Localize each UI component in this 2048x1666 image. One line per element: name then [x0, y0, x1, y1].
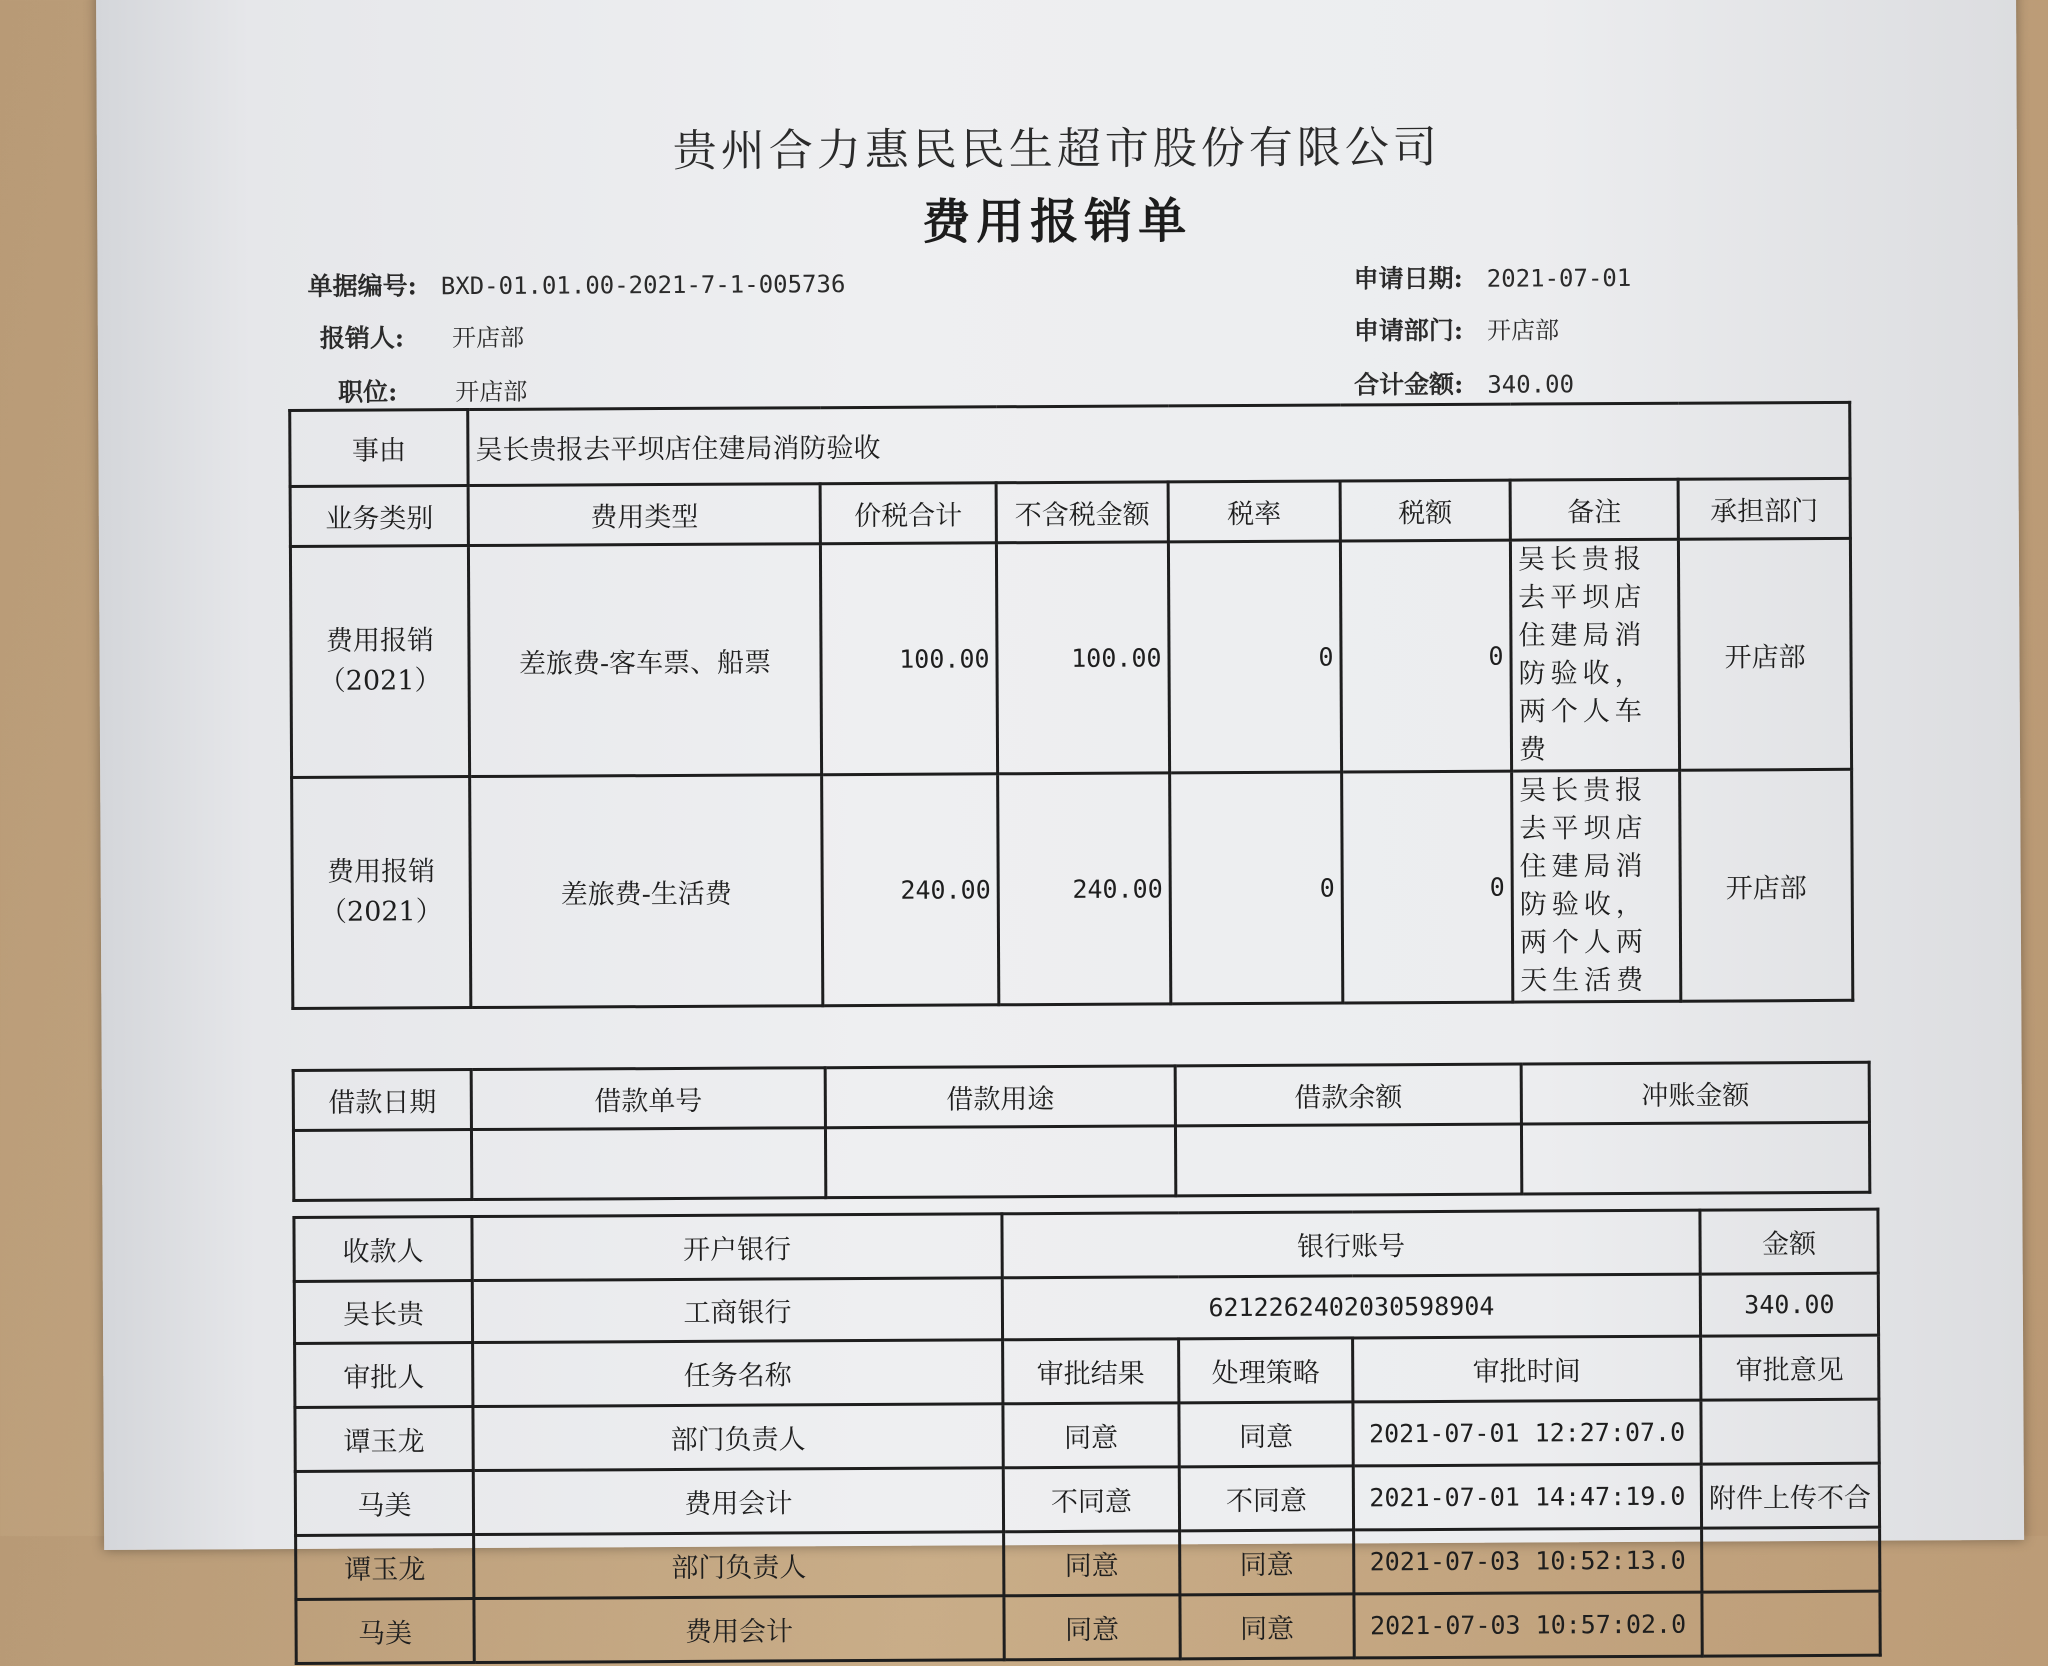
- task-header: 任务名称: [473, 1340, 1003, 1407]
- loan-table: [292, 1061, 1872, 1202]
- reason-label: 事由: [290, 410, 468, 487]
- header-note: 备注: [1510, 479, 1678, 540]
- position-label: 职位:: [338, 377, 398, 407]
- offset-amount-header: 冲账金额: [1521, 1062, 1869, 1124]
- expense-total: 240.00: [822, 774, 999, 1006]
- approval-result: 同意: [1004, 1595, 1180, 1660]
- header-type: 费用类型: [468, 484, 820, 546]
- reimbursement-form-paper: [96, 0, 2024, 1650]
- header-total: 价税合计: [820, 483, 996, 544]
- reimburser-row: [320, 318, 524, 355]
- doc-no-row: [307, 264, 845, 303]
- total-value: 340.00: [1487, 370, 1575, 399]
- expense-dept: 开店部: [1678, 538, 1851, 770]
- expense-table: [288, 401, 1854, 1010]
- approver-name: 马美: [296, 1599, 474, 1664]
- task-name: 费用会计: [474, 1596, 1004, 1663]
- loan-date-header: 借款日期: [293, 1070, 471, 1131]
- expense-note: 吴长贵报去平坝店住建局消防验收，两个人两天生活费: [1512, 770, 1681, 1002]
- total-label: 合计金额:: [1354, 369, 1464, 400]
- approval-time: 2021-07-01 12:27:07.0: [1353, 1400, 1701, 1466]
- expense-header-row: [290, 478, 1850, 546]
- apply-dept-row: [1354, 310, 1559, 347]
- payee-row: [294, 1273, 1878, 1343]
- doc-no-label: 单据编号:: [307, 271, 417, 301]
- position-value: 开店部: [455, 377, 528, 407]
- amount-header: 金额: [1700, 1209, 1878, 1274]
- doc-no-value: BXD-01.01.00-2021-7-1-005736: [440, 270, 846, 301]
- expense-category: 费用报销（2021）: [292, 777, 471, 1009]
- expense-note: 吴长贵报去平坝店住建局消防验收，两个人车费: [1510, 539, 1679, 771]
- header-tax: 税额: [1340, 480, 1510, 541]
- task-name: 部门负责人: [474, 1532, 1004, 1599]
- payee-header: 收款人: [294, 1217, 472, 1282]
- time-header: 审批时间: [1353, 1336, 1701, 1402]
- task-name: 费用会计: [473, 1468, 1003, 1535]
- expense-type: 差旅费-客车票、船票: [468, 544, 821, 777]
- approver-name: 谭玉龙: [295, 1407, 473, 1472]
- result-header: 审批结果: [1003, 1339, 1179, 1404]
- task-name: 部门负责人: [473, 1404, 1003, 1471]
- apply-date-label: 申请日期:: [1353, 263, 1463, 294]
- payee-account: 6212262402030598904: [1002, 1274, 1700, 1340]
- approval-policy: 同意: [1180, 1530, 1354, 1595]
- payee-name: 吴长贵: [294, 1281, 472, 1344]
- expense-pretax: 100.00: [996, 542, 1169, 774]
- approval-result: 不同意: [1003, 1467, 1179, 1532]
- total-row: [1354, 364, 1574, 401]
- bank-header: 开户银行: [472, 1214, 1002, 1281]
- expense-row: [292, 769, 1853, 1008]
- approval-policy: 同意: [1179, 1402, 1353, 1467]
- expense-tax: 0: [1342, 771, 1513, 1003]
- header-rate: 税率: [1168, 481, 1340, 542]
- apply-date-value: 2021-07-01: [1486, 263, 1632, 293]
- apply-dept-value: 开店部: [1486, 316, 1560, 345]
- approval-result: 同意: [1004, 1531, 1180, 1596]
- reimburser-value: 开店部: [451, 323, 525, 353]
- approval-time: 2021-07-03 10:52:13.0: [1354, 1528, 1702, 1594]
- loan-purpose-header: 借款用途: [825, 1066, 1175, 1128]
- expense-rate: 0: [1168, 541, 1341, 773]
- loan-no-cell: [471, 1128, 825, 1200]
- payee-amount: 340.00: [1700, 1273, 1878, 1336]
- approval-policy: 同意: [1180, 1594, 1354, 1659]
- position-row: [338, 372, 527, 409]
- approval-time: 2021-07-01 14:47:19.0: [1353, 1464, 1701, 1530]
- approval-row: [295, 1463, 1879, 1535]
- approver-header: 审批人: [295, 1343, 473, 1408]
- company-name: 贵州合力惠民民生超市股份有限公司: [672, 121, 1441, 177]
- approval-header-row: [295, 1335, 1879, 1407]
- approval-result: 同意: [1003, 1403, 1179, 1468]
- header-pretax: 不含税金额: [996, 482, 1168, 543]
- loan-purpose-cell: [825, 1126, 1175, 1198]
- opinion-header: 审批意见: [1701, 1335, 1879, 1400]
- policy-header: 处理策略: [1179, 1338, 1353, 1403]
- approval-opinion: [1702, 1591, 1880, 1656]
- expense-rate: 0: [1170, 772, 1343, 1004]
- form-title: 费用报销单: [922, 193, 1193, 251]
- header-category: 业务类别: [290, 486, 468, 547]
- header-dept: 承担部门: [1678, 478, 1850, 539]
- approver-name: 马美: [295, 1471, 473, 1536]
- approval-opinion: [1701, 1399, 1879, 1464]
- approval-opinion: [1702, 1527, 1880, 1592]
- approval-policy: 不同意: [1179, 1466, 1353, 1531]
- reason-row: [290, 402, 1850, 486]
- expense-total: 100.00: [820, 543, 997, 775]
- loan-balance-header: 借款余额: [1175, 1064, 1521, 1126]
- expense-pretax: 240.00: [998, 773, 1171, 1005]
- expense-type: 差旅费-生活费: [470, 775, 823, 1008]
- loan-empty-row: [293, 1122, 1869, 1200]
- loan-date-cell: [293, 1130, 471, 1201]
- expense-category: 费用报销（2021）: [290, 546, 469, 778]
- approval-time: 2021-07-03 10:57:02.0: [1354, 1592, 1702, 1658]
- account-header: 银行账号: [1002, 1210, 1700, 1278]
- expense-row: [290, 538, 1851, 777]
- approval-row: [295, 1399, 1879, 1471]
- approval-row: [296, 1527, 1880, 1599]
- apply-date-row: [1353, 258, 1631, 295]
- loan-balance-cell: [1175, 1124, 1521, 1196]
- approver-name: 谭玉龙: [296, 1535, 474, 1600]
- approval-row: [296, 1591, 1880, 1663]
- apply-dept-label: 申请部门:: [1353, 315, 1464, 346]
- payee-bank: 工商银行: [472, 1278, 1002, 1343]
- approval-opinion: 附件上传不合: [1701, 1463, 1879, 1528]
- offset-amount-cell: [1521, 1122, 1869, 1194]
- loan-no-header: 借款单号: [471, 1068, 825, 1130]
- payee-header-row: [294, 1209, 1878, 1281]
- expense-tax: 0: [1340, 540, 1511, 772]
- loan-header-row: [293, 1062, 1869, 1130]
- reason-value: 吴长贵报去平坝店住建局消防验收: [468, 402, 1850, 485]
- reimburser-label: 报销人:: [319, 323, 405, 353]
- expense-dept: 开店部: [1680, 769, 1853, 1001]
- payee-approval-table: [292, 1208, 1881, 1665]
